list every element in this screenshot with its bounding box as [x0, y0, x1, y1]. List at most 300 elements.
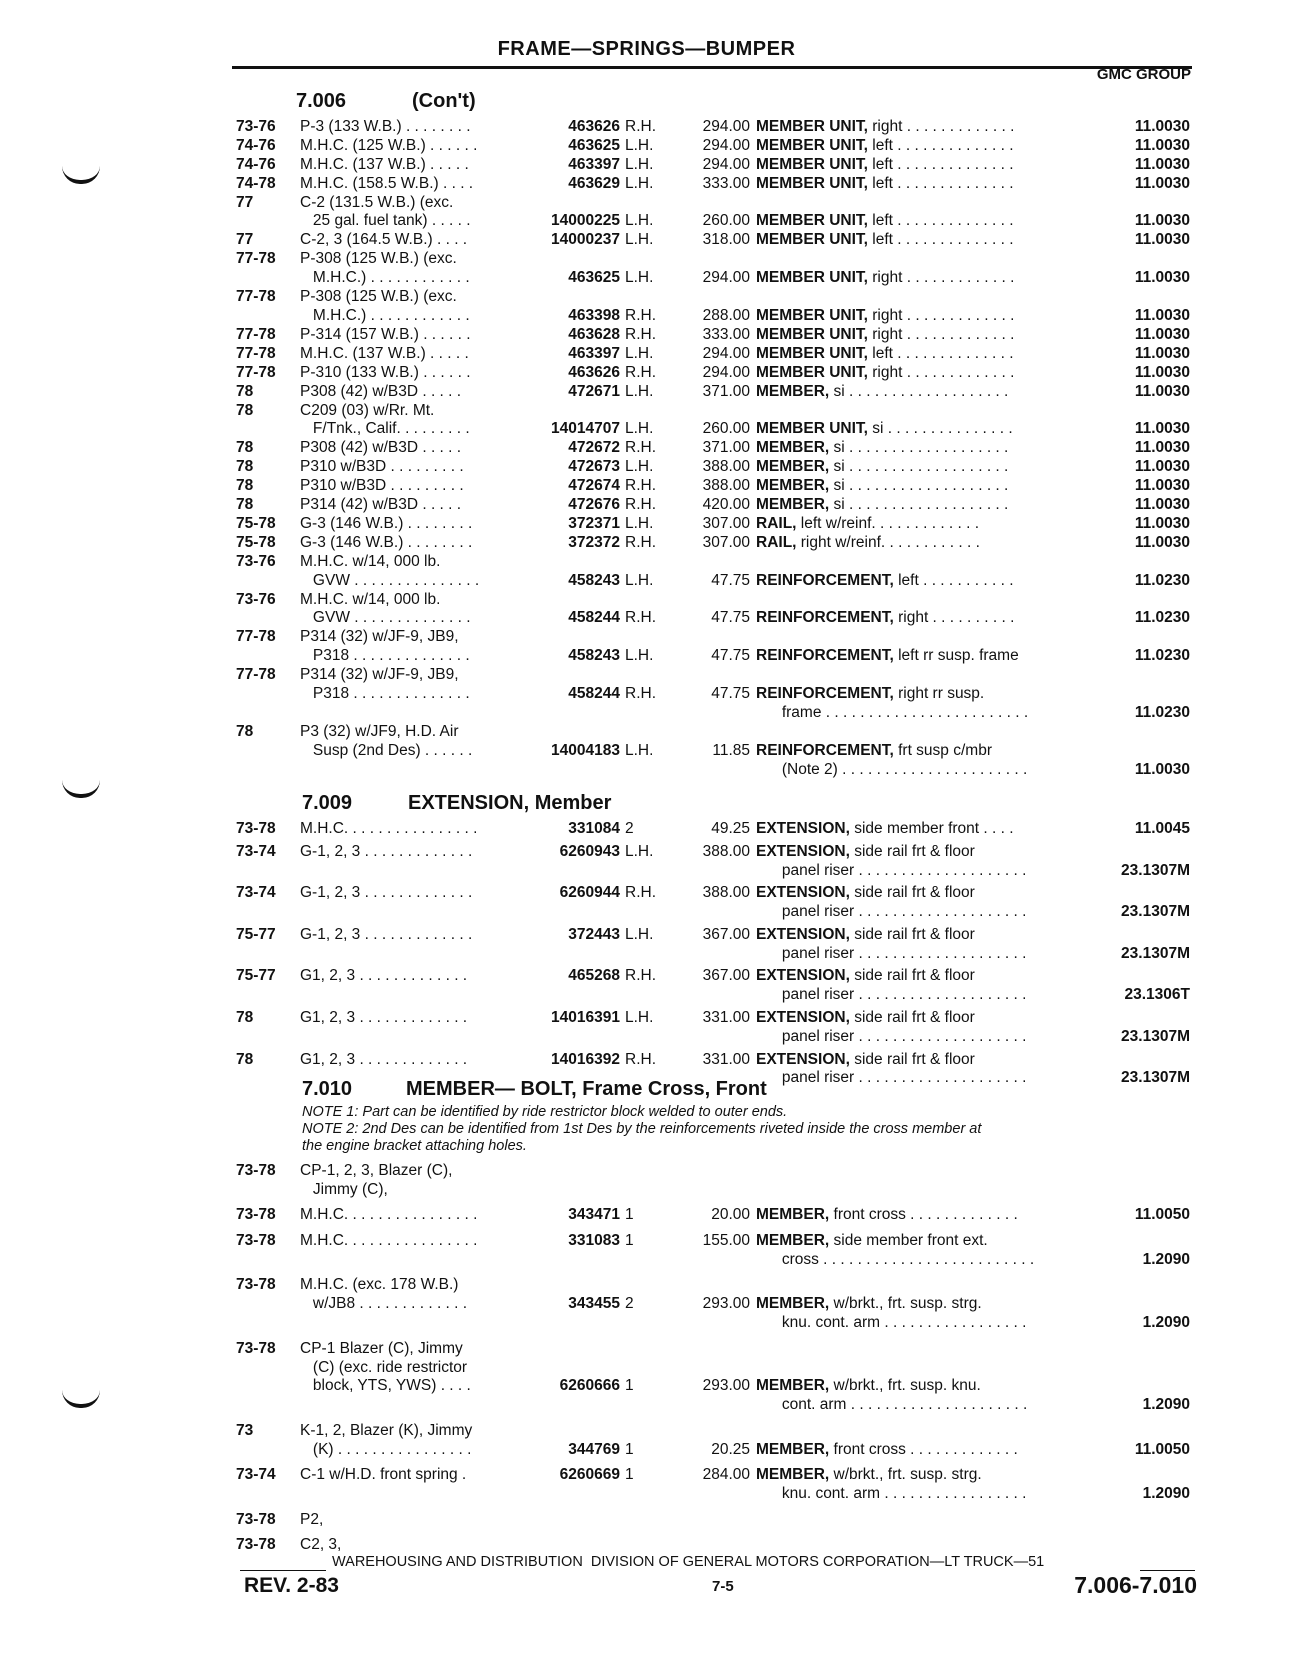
side-indicator: R.H.: [625, 967, 656, 985]
part-number: 472672: [568, 439, 620, 457]
application: GVW . . . . . . . . . . . . . . .: [300, 571, 480, 589]
part-number: 372371: [568, 514, 620, 532]
description: [756, 1206, 1018, 1225]
application: P-308 (125 W.B.) (exc.: [300, 288, 457, 306]
application: M.H.C. . . . . . . . . . . . . . . .: [300, 1231, 478, 1249]
application: P2,: [300, 1510, 324, 1528]
description-text: si . . . . . . . . . . . . . . . . . . .: [829, 458, 1009, 476]
description-text: panel riser . . . . . . . . . . . . . . . . . . . .: [756, 1027, 1027, 1045]
application: block, YTS, YWS) . . . .: [300, 1377, 471, 1395]
application: C-1 w/H.D. front spring .: [300, 1466, 467, 1484]
part-number: 463398: [568, 306, 620, 324]
application: (C) (exc. ride restrictor: [300, 1358, 468, 1376]
part-number: 463397: [568, 344, 620, 362]
side-indicator: R.H.: [625, 496, 656, 513]
description: [756, 1028, 1026, 1047]
catalog-reference: 23.1307M: [1121, 1069, 1190, 1087]
side-indicator: L.H.: [625, 174, 654, 192]
side-indicator: L.H.: [625, 514, 654, 532]
description-text: side rail frt & floor: [849, 1009, 975, 1026]
description: [756, 1251, 1034, 1270]
price: 367.00: [702, 967, 750, 985]
description-keyword: REINFORCEMENT,: [756, 684, 894, 702]
part-number: 6260943: [559, 842, 620, 860]
application: P-314 (157 W.B.) . . . . . .: [300, 325, 471, 343]
description-keyword: MEMBER,: [756, 1295, 830, 1313]
part-number: 14016391: [551, 1009, 620, 1026]
page-number: 7-5: [712, 1578, 734, 1595]
description-keyword: EXTENSION,: [756, 884, 850, 902]
price: 294.00: [702, 269, 750, 287]
description: [756, 967, 975, 986]
description: [756, 609, 1014, 628]
description-keyword: MEMBER,: [756, 1377, 830, 1395]
description: [756, 945, 1026, 964]
description: [756, 477, 1008, 496]
description-text: left . . . . . . . . . . . . . .: [867, 155, 1014, 173]
description-text: si . . . . . . . . . . . . . . . . . . .: [829, 496, 1009, 513]
catalog-reference: 11.0045: [1134, 820, 1190, 837]
price: 293.00: [702, 1295, 750, 1313]
model-years: 73-76: [236, 590, 276, 608]
part-number: 14000225: [551, 212, 620, 230]
application: M.H.C. (137 W.B.) . . . . .: [300, 155, 469, 173]
description-text: left . . . . . . . . . . .: [893, 571, 1014, 589]
description-keyword: EXTENSION,: [756, 820, 850, 837]
description-keyword: MEMBER UNIT,: [756, 136, 868, 154]
description: [756, 307, 1014, 326]
catalog-reference: 11.0030: [1134, 363, 1190, 381]
quantity: 2: [625, 820, 634, 837]
catalog-reference: 11.0030: [1134, 344, 1190, 362]
application: Susp (2nd Des) . . . . . .: [300, 741, 473, 759]
part-number: 14000237: [551, 231, 620, 249]
part-number: 463626: [568, 118, 620, 135]
description-keyword: MEMBER,: [756, 439, 830, 457]
side-indicator: R.H.: [625, 306, 656, 324]
application: M.H.C. (158.5 W.B.) . . . .: [300, 174, 474, 192]
description-text: frame . . . . . . . . . . . . . . . . . . . . . . . .: [756, 703, 1029, 721]
description: [756, 496, 1008, 515]
application: P-3 (133 W.B.) . . . . . . . .: [300, 118, 471, 135]
price: 367.00: [702, 925, 750, 943]
price: 47.75: [711, 571, 750, 589]
description: [756, 742, 992, 761]
description-text: front cross . . . . . . . . . . . . .: [829, 1440, 1018, 1458]
description: [756, 439, 1008, 458]
part-number: 344769: [568, 1440, 620, 1458]
description: [756, 118, 1014, 137]
description-keyword: MEMBER,: [756, 1206, 830, 1224]
description-keyword: MEMBER UNIT,: [756, 420, 868, 438]
price: 20.25: [711, 1440, 750, 1458]
part-number: 463626: [568, 363, 620, 381]
description-keyword: RAIL,: [756, 533, 797, 551]
price: 333.00: [702, 325, 750, 343]
revision-label: REV. 2-83: [244, 1574, 339, 1597]
description-text: panel riser . . . . . . . . . . . . . . . . . . . .: [756, 903, 1027, 921]
footer-line-right: [1140, 1570, 1195, 1571]
application: M.H.C. . . . . . . . . . . . . . . .: [300, 820, 478, 837]
part-number: 463625: [568, 136, 620, 154]
description-text: right . . . . . . . . . .: [893, 609, 1015, 627]
description: [756, 1069, 1026, 1088]
description: [756, 761, 1027, 780]
model-years: 74-76: [236, 136, 276, 154]
model-years: 73-78: [236, 1206, 276, 1224]
model-years: 77-78: [236, 288, 276, 306]
description: [756, 572, 1014, 591]
quantity: 1: [625, 1206, 634, 1224]
description: [756, 212, 1014, 231]
application: P-310 (133 W.B.) . . . . . .: [300, 363, 471, 381]
description: [756, 458, 1008, 477]
description: [756, 175, 1014, 194]
side-indicator: R.H.: [625, 884, 656, 902]
description-text: frt susp c/mbr: [893, 741, 992, 759]
price: 260.00: [702, 212, 750, 230]
catalog-reference: 1.2090: [1142, 1314, 1190, 1332]
catalog-reference: 1.2090: [1142, 1485, 1190, 1503]
side-indicator: R.H.: [625, 325, 656, 343]
description-text: right . . . . . . . . . . . . .: [867, 325, 1015, 343]
description-text: panel riser . . . . . . . . . . . . . . . . . . . .: [756, 861, 1027, 879]
model-years: 73-76: [236, 552, 276, 570]
description: [756, 269, 1014, 288]
description-text: right . . . . . . . . . . . . .: [867, 269, 1015, 287]
side-indicator: L.H.: [625, 212, 654, 230]
description-text: cont. arm . . . . . . . . . . . . . . . . . . . . .: [756, 1396, 1028, 1414]
description: [756, 420, 1013, 439]
application: G-1, 2, 3 . . . . . . . . . . . . .: [300, 925, 473, 943]
model-years: 73-74: [236, 1466, 276, 1484]
description-text: side rail frt & floor: [849, 842, 975, 860]
binder-hole-mark-top: [62, 166, 100, 184]
model-years: 73-78: [236, 820, 276, 837]
quantity: 1: [625, 1440, 634, 1458]
price: 294.00: [702, 155, 750, 173]
group-label: GMC GROUP: [1096, 66, 1191, 83]
model-years: 73-74: [236, 884, 276, 902]
application: P308 (42) w/B3D . . . . .: [300, 439, 462, 457]
application: P314 (32) w/JF-9, JB9,: [300, 628, 459, 646]
description-text: left rr susp. frame: [893, 647, 1019, 665]
application: G-3 (146 W.B.) . . . . . . . .: [300, 533, 473, 551]
side-indicator: L.H.: [625, 269, 654, 287]
description-text: cross . . . . . . . . . . . . . . . . . . . . . . . . .: [756, 1250, 1035, 1268]
description-keyword: MEMBER UNIT,: [756, 174, 868, 192]
application: (K) . . . . . . . . . . . . . . . .: [300, 1440, 472, 1458]
model-years: 73-78: [236, 1162, 276, 1179]
side-indicator: R.H.: [625, 533, 656, 551]
application: CP-1 Blazer (C), Jimmy: [300, 1339, 463, 1357]
quantity: 1: [625, 1466, 634, 1484]
side-indicator: L.H.: [625, 1009, 654, 1026]
part-number: 472676: [568, 496, 620, 513]
application: Jimmy (C),: [300, 1180, 388, 1198]
side-indicator: L.H.: [625, 344, 654, 362]
description-keyword: MEMBER UNIT,: [756, 212, 868, 230]
description-text: side rail frt & floor: [849, 884, 975, 902]
description: [756, 843, 975, 862]
side-indicator: L.H.: [625, 458, 654, 476]
description-keyword: MEMBER UNIT,: [756, 118, 868, 135]
section-title: MEMBER— BOLT, Frame Cross, Front: [406, 1078, 767, 1100]
description: [756, 1232, 988, 1251]
part-number: 458244: [568, 609, 620, 627]
description-keyword: REINFORCEMENT,: [756, 741, 894, 759]
side-indicator: L.H.: [625, 420, 654, 438]
catalog-reference: 11.0030: [1134, 118, 1190, 135]
catalog-reference: 23.1307M: [1121, 944, 1190, 962]
side-indicator: L.H.: [625, 647, 654, 665]
price: 47.75: [711, 609, 750, 627]
application: M.H.C. (137 W.B.) . . . . .: [300, 344, 469, 362]
catalog-reference: 11.0030: [1134, 136, 1190, 154]
application: C-2 (131.5 W.B.) (exc.: [300, 193, 454, 211]
description-keyword: REINFORCEMENT,: [756, 609, 894, 627]
description: [756, 647, 1019, 666]
catalog-reference: 11.0030: [1134, 231, 1190, 249]
section-title: (Con't): [412, 90, 476, 112]
description-keyword: RAIL,: [756, 514, 797, 532]
part-number: 343455: [568, 1295, 620, 1313]
catalog-reference: 11.0030: [1134, 477, 1190, 495]
description-text: knu. cont. arm . . . . . . . . . . . . . . . . .: [756, 1485, 1027, 1503]
catalog-reference: 11.0230: [1134, 647, 1190, 665]
description-text: si . . . . . . . . . . . . . . . . . . .: [829, 382, 1009, 400]
section-number: 7.009: [302, 792, 353, 814]
description-text: side rail frt & floor: [849, 925, 975, 943]
catalog-reference: 11.0050: [1134, 1206, 1190, 1224]
description-text: (Note 2) . . . . . . . . . . . . . . . . . . . . . .: [756, 760, 1028, 778]
price: 155.00: [702, 1231, 750, 1249]
application: C-2, 3 (164.5 W.B.) . . . .: [300, 231, 468, 249]
price: 371.00: [702, 382, 750, 400]
price: 47.75: [711, 647, 750, 665]
description: [756, 862, 1026, 881]
description-keyword: REINFORCEMENT,: [756, 647, 894, 665]
model-years: 77-78: [236, 250, 276, 268]
price: 388.00: [702, 458, 750, 476]
part-number: 463397: [568, 155, 620, 173]
description: [756, 926, 975, 945]
model-years: 73-78: [236, 1536, 276, 1554]
application: P310 w/B3D . . . . . . . . .: [300, 477, 464, 495]
application: M.H.C. w/14, 000 lb.: [300, 590, 441, 608]
section-title: EXTENSION, Member: [408, 792, 612, 814]
description-keyword: EXTENSION,: [756, 1009, 850, 1026]
side-indicator: R.H.: [625, 118, 656, 135]
catalog-reference: 11.0030: [1134, 155, 1190, 173]
catalog-reference: 11.0030: [1134, 458, 1190, 476]
catalog-reference: 11.0030: [1134, 212, 1190, 230]
application: P308 (42) w/B3D . . . . .: [300, 382, 462, 400]
description-text: side member front . . . .: [849, 820, 1014, 837]
part-number: 6260944: [559, 884, 620, 902]
part-number: 458243: [568, 571, 620, 589]
section-range: 7.006-7.010: [1074, 1572, 1197, 1598]
catalog-reference: 23.1307M: [1121, 861, 1190, 879]
description-keyword: MEMBER UNIT,: [756, 344, 868, 362]
model-years: 77-78: [236, 344, 276, 362]
description-text: si . . . . . . . . . . . . . . .: [867, 420, 1013, 438]
description: [756, 137, 1014, 156]
price: 371.00: [702, 439, 750, 457]
catalog-reference: 11.0030: [1134, 174, 1190, 192]
model-years: 74-76: [236, 155, 276, 173]
description-text: w/brkt., frt. susp. strg.: [829, 1295, 982, 1313]
part-number: 331084: [568, 820, 620, 837]
model-years: 77-78: [236, 325, 276, 343]
part-number: 472673: [568, 458, 620, 476]
model-years: 73-74: [236, 842, 276, 860]
model-years: 78: [236, 477, 254, 495]
application: P318 . . . . . . . . . . . . . .: [300, 647, 470, 665]
model-years: 78: [236, 458, 254, 476]
price: 333.00: [702, 174, 750, 192]
model-years: 73-78: [236, 1276, 276, 1294]
description-keyword: REINFORCEMENT,: [756, 571, 894, 589]
section-number: 7.010: [302, 1078, 353, 1100]
part-number: 465268: [568, 967, 620, 985]
description-keyword: MEMBER UNIT,: [756, 231, 868, 249]
price: 307.00: [702, 533, 750, 551]
catalog-reference: 11.0050: [1134, 1440, 1190, 1458]
price: 260.00: [702, 420, 750, 438]
price: 420.00: [702, 496, 750, 513]
description-text: panel riser . . . . . . . . . . . . . . . . . . . .: [756, 1069, 1027, 1087]
part-number: 14014707: [551, 420, 620, 438]
description: [756, 884, 975, 903]
model-years: 75-78: [236, 533, 276, 551]
catalog-reference: 11.0230: [1134, 703, 1190, 721]
part-number: 472671: [568, 382, 620, 400]
application: M.H.C. (exc. 178 W.B.): [300, 1276, 459, 1294]
description-keyword: MEMBER UNIT,: [756, 363, 868, 381]
price: 11.85: [712, 741, 750, 759]
side-indicator: L.H.: [625, 741, 654, 759]
model-years: 78: [236, 722, 254, 740]
application: M.H.C. (125 W.B.) . . . . . .: [300, 136, 478, 154]
price: 288.00: [702, 306, 750, 324]
side-indicator: L.H.: [625, 231, 654, 249]
catalog-reference: 11.0230: [1134, 609, 1190, 627]
description: [756, 1314, 1026, 1333]
catalog-reference: 1.2090: [1142, 1250, 1190, 1268]
part-number: 343471: [568, 1206, 620, 1224]
price: 331.00: [702, 1050, 750, 1068]
description: [756, 1466, 982, 1485]
description-keyword: MEMBER UNIT,: [756, 269, 868, 287]
description: [756, 383, 1008, 402]
side-indicator: L.H.: [625, 155, 654, 173]
catalog-reference: 11.0030: [1134, 439, 1190, 457]
price: 318.00: [702, 231, 750, 249]
application: GVW . . . . . . . . . . . . . .: [300, 609, 471, 627]
side-indicator: R.H.: [625, 477, 656, 495]
part-number: 6260666: [559, 1377, 620, 1395]
page-title: FRAME—SPRINGS—BUMPER: [497, 38, 796, 60]
side-indicator: L.H.: [625, 842, 654, 860]
description-text: right w/reinf. . . . . . . . . . . .: [796, 533, 980, 551]
description-keyword: EXTENSION,: [756, 967, 850, 985]
catalog-reference: 11.0030: [1134, 306, 1190, 324]
part-number: 372372: [568, 533, 620, 551]
model-years: 77-78: [236, 666, 276, 684]
part-number: 463629: [568, 174, 620, 192]
side-indicator: R.H.: [625, 684, 656, 702]
application: w/JB8 . . . . . . . . . . . . .: [300, 1295, 468, 1313]
description-keyword: MEMBER,: [756, 458, 830, 476]
price: 388.00: [702, 477, 750, 495]
application: G1, 2, 3 . . . . . . . . . . . . .: [300, 1050, 468, 1068]
description: [756, 903, 1026, 922]
price: 388.00: [702, 884, 750, 902]
description-keyword: MEMBER,: [756, 382, 830, 400]
description-text: right . . . . . . . . . . . . .: [867, 118, 1015, 135]
description-keyword: MEMBER,: [756, 477, 830, 495]
side-indicator: L.H.: [625, 925, 654, 943]
model-years: 73-76: [236, 118, 276, 135]
price: 294.00: [702, 118, 750, 135]
description: [756, 1051, 975, 1070]
catalog-reference: 11.0030: [1134, 269, 1190, 287]
catalog-reference: 23.1307M: [1121, 903, 1190, 921]
description-keyword: EXTENSION,: [756, 1050, 850, 1068]
description-text: left . . . . . . . . . . . . . .: [867, 174, 1014, 192]
catalog-reference: 11.0030: [1134, 533, 1190, 551]
application: P3 (32) w/JF9, H.D. Air: [300, 722, 459, 740]
application: G1, 2, 3 . . . . . . . . . . . . .: [300, 1009, 468, 1026]
model-years: 77-78: [236, 628, 276, 646]
catalog-reference: 11.0030: [1134, 760, 1190, 778]
section-note: NOTE 1: Part can be identified by ride restrictor block welded to outer ends.: [302, 1104, 788, 1120]
binder-hole-mark-middle: [62, 780, 100, 798]
part-number: 6260669: [559, 1466, 620, 1484]
description: [756, 326, 1014, 345]
catalog-reference: 11.0030: [1134, 514, 1190, 532]
model-years: 75-78: [236, 514, 276, 532]
price: 293.00: [702, 1377, 750, 1395]
price: 49.25: [711, 820, 750, 837]
side-indicator: L.H.: [625, 571, 654, 589]
description-text: right . . . . . . . . . . . . .: [867, 306, 1015, 324]
description-text: si . . . . . . . . . . . . . . . . . . .: [829, 477, 1009, 495]
description-text: w/brkt., frt. susp. strg.: [829, 1466, 982, 1484]
catalog-reference: 11.0030: [1134, 325, 1190, 343]
description-text: left w/reinf. . . . . . . . . . . . .: [796, 514, 980, 532]
part-number: 14004183: [551, 741, 620, 759]
price: 388.00: [702, 842, 750, 860]
application: M.H.C. w/14, 000 lb.: [300, 552, 441, 570]
application: 25 gal. fuel tank) . . . . .: [300, 212, 471, 230]
price: 294.00: [702, 344, 750, 362]
quantity: 1: [625, 1377, 634, 1395]
description-text: panel riser . . . . . . . . . . . . . . . . . . . .: [756, 944, 1027, 962]
part-number: 463628: [568, 325, 620, 343]
part-number: 472674: [568, 477, 620, 495]
side-indicator: R.H.: [625, 363, 656, 381]
application: G1, 2, 3 . . . . . . . . . . . . .: [300, 967, 468, 985]
part-number: 458244: [568, 684, 620, 702]
description-text: w/brkt., frt. susp. knu.: [829, 1377, 981, 1395]
description-text: knu. cont. arm . . . . . . . . . . . . . . . . .: [756, 1314, 1027, 1332]
description-keyword: MEMBER UNIT,: [756, 325, 868, 343]
description-keyword: MEMBER,: [756, 496, 830, 513]
application: P310 w/B3D . . . . . . . . .: [300, 458, 464, 476]
application: P314 (42) w/B3D . . . . .: [300, 496, 462, 513]
